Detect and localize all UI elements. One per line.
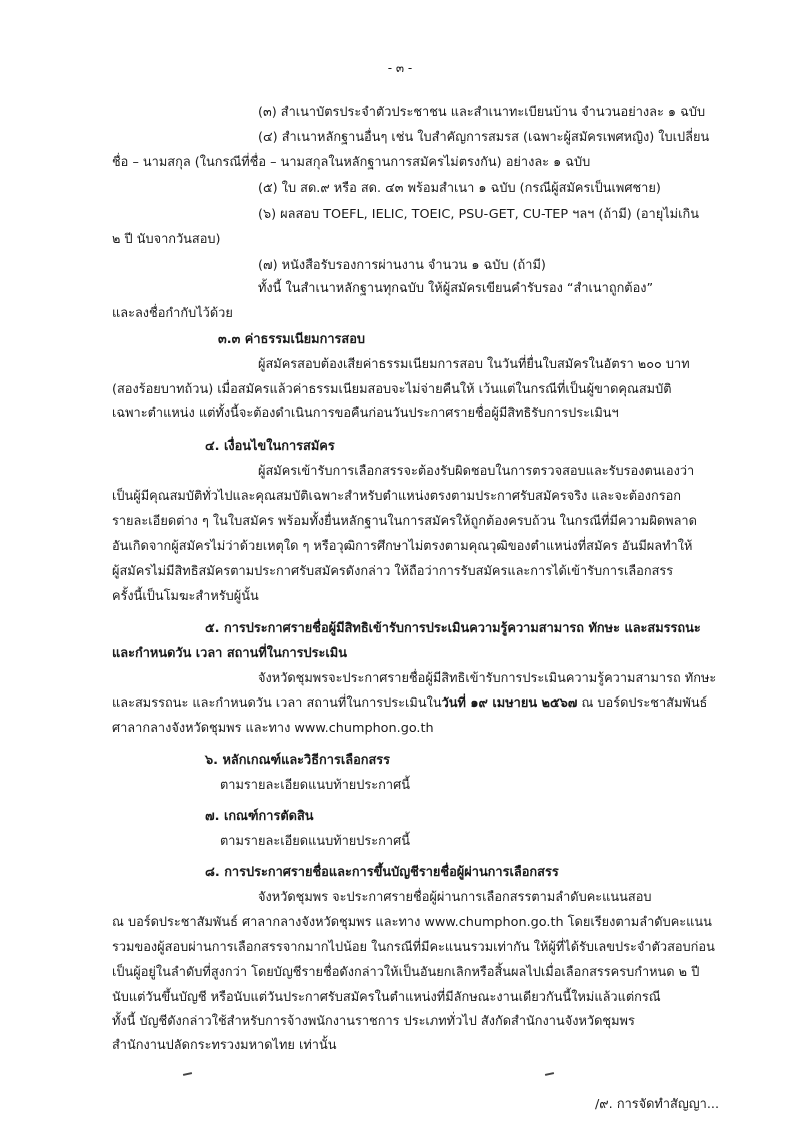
section-8-para-line-5: นับแต่วันขึ้นบัญชี หรือนับแต่วันประกาศรับสมัครในตำแหน่งที่มีลักษณะงานเดียวกันนี้ใหม่แล้วแต่กรณี bbox=[112, 990, 661, 1005]
page-number: - ๓ - bbox=[387, 61, 413, 75]
item-7-work-certificate: (๗) หนังสือรับรองการผ่านงาน จำนวน ๑ ฉบับ (ถ้ามี) bbox=[258, 258, 546, 273]
section-4-para-line-4: อันเกิดจากผู้สมัครไม่ว่าด้วยเหตุใด ๆ หรือวุฒิการศึกษาไม่ตรงตามคุณวุฒิของตำแหน่งที่สมัคร อันมีผลทำให้ bbox=[112, 539, 693, 554]
section-8-para-line-6: ทั้งนี้ บัญชีดังกล่าวใช้สำหรับการจ้างพนักงานราชการ ประเภททั่วไป สังกัดสำนักงานจังหวัดชุมพร bbox=[112, 1014, 635, 1029]
section-8-para-line-2: ณ บอร์ดประชาสัมพันธ์ ศาลากลางจังหวัดชุมพร และทาง www.chumphon.go.th โดยเรียงตามลำดับคะแนน bbox=[112, 915, 712, 930]
section-5-text-after-date: ณ บอร์ดประชาสัมพันธ์ bbox=[577, 696, 708, 711]
announcement-date: วันที่ ๑๙ เมษายน ๒๕๖๗ bbox=[441, 696, 578, 711]
section-5-para-line-3: ศาลากลางจังหวัดชุมพร และทาง www.chumphon.go.th bbox=[112, 721, 434, 736]
item-3-id-copy: (๓) สำเนาบัตรประจำตัวประชาชน และสำเนาทะเบียนบ้าน จำนวนอย่างละ ๑ ฉบับ bbox=[258, 105, 706, 120]
section-5-para-line-1: จังหวัดชุมพรจะประกาศรายชื่อผู้มีสิทธิเข้ารับการประเมินความรู้ความสามารถ ทักษะ bbox=[258, 671, 717, 686]
section-6-body: ตามรายละเอียดแนบท้ายประกาศนี้ bbox=[220, 778, 410, 793]
section-3-3-para-line-2: (สองร้อยบาทถ้วน) เมื่อสมัครแล้วค่าธรรมเนียมสอบจะไม่จ่ายคืนให้ เว้นแต่ในกรณีที่เป็นผู้ขาดคุณสมบัติ bbox=[112, 382, 672, 397]
section-4-para-line-6: ครั้งนี้เป็นโมฆะสำหรับผู้นั้น bbox=[112, 589, 259, 604]
item-4-continued: ชื่อ – นามสกุล (ในกรณีที่ชื่อ – นามสกุลในหลักฐานการสมัครไม่ตรงกัน) อย่างละ ๑ ฉบับ bbox=[112, 155, 591, 170]
section-8-heading: ๘. การประกาศรายชื่อและการขึ้นบัญชีรายชื่อผู้ผ่านการเลือกสรร bbox=[205, 865, 559, 880]
scan-mark bbox=[183, 1072, 192, 1076]
section-5-heading: ๕. การประกาศรายชื่อผู้มีสิทธิเข้ารับการประเมินความรู้ความสามารถ ทักษะ และสมรรถนะ bbox=[205, 621, 701, 636]
section-4-heading: ๔. เงื่อนไขในการสมัคร bbox=[205, 439, 335, 454]
scan-mark bbox=[545, 1072, 554, 1076]
section-8-para-line-3: รวมของผู้สอบผ่านการเลือกสรรจากมากไปน้อย ในกรณีที่มีคะแนนรวมเท่ากัน ให้ผู้ที่ได้รับเลขประจำตัวสอบก่อน bbox=[112, 940, 715, 955]
item-4-other-docs: (๔) สำเนาหลักฐานอื่นๆ เช่น ใบสำคัญการสมรส (เฉพาะผู้สมัครเพศหญิง) ใบเปลี่ยน bbox=[258, 130, 710, 145]
section-4-para-line-2: เป็นผู้มีคุณสมบัติทั่วไปและคุณสมบัติเฉพาะสำหรับตำแหน่งตรงตามประกาศรับสมัครจริง และจะต้องกรอก bbox=[112, 489, 682, 504]
section-3-3-para-line-1: ผู้สมัครสอบต้องเสียค่าธรรมเนียมการสอบ ในวันที่ยื่นใบสมัครในอัตรา ๒๐๐ บาท bbox=[258, 357, 690, 372]
section-3-3-heading: ๓.๓ ค่าธรรมเนียมการสอบ bbox=[218, 332, 366, 347]
section-6-heading: ๖. หลักเกณฑ์และวิธีการเลือกสรร bbox=[205, 753, 391, 768]
item-5-military-docs: (๕) ใบ สด.๙ หรือ สด. ๔๓ พร้อมสำเนา ๑ ฉบับ (กรณีผู้สมัครเป็นเพศชาย) bbox=[258, 181, 661, 196]
section-5-text-before-date: และสมรรถนะ และกำหนดวัน เวลา สถานที่ในการประเมินใน bbox=[112, 696, 442, 711]
section-5-heading-continued: และกำหนดวัน เวลา สถานที่ในการประเมิน bbox=[112, 646, 347, 661]
continued-next-page: /๙. การจัดทำสัญญา... bbox=[595, 1097, 720, 1112]
section-4-para-line-5: ผู้สมัครไม่มีสิทธิสมัครตามประกาศรับสมัครดังกล่าว ให้ถือว่าการรับสมัครและการได้เข้ารับการเลือกสรร bbox=[112, 564, 674, 579]
section-3-3-para-line-3: เฉพาะตำแหน่ง แต่ทั้งนี้จะต้องดำเนินการขอคืนก่อนวันประกาศรายชื่อผู้มีสิทธิรับการประเมินฯ bbox=[112, 406, 619, 421]
section-5-para-line-2 bbox=[112, 695, 707, 712]
section-7-heading: ๗. เกณฑ์การตัดสิน bbox=[205, 809, 314, 824]
section-4-para-line-1: ผู้สมัครเข้ารับการเลือกสรรจะต้องรับผิดชอบในการตรวจสอบและรับรองตนเองว่า bbox=[258, 464, 695, 479]
certification-note: ทั้งนี้ ในสำเนาหลักฐานทุกฉบับ ให้ผู้สมัครเขียนคำรับรอง “สำเนาถูกต้อง” bbox=[258, 281, 654, 296]
section-8-para-line-7: สำนักงานปลัดกระทรวงมหาดไทย เท่านั้น bbox=[112, 1038, 337, 1053]
section-4-para-line-3: รายละเอียดต่าง ๆ ในใบสมัคร พร้อมทั้งยื่นหลักฐานในการสมัครให้ถูกต้องครบถ้วน ในกรณีที่มีความผิดพลาด bbox=[112, 514, 697, 529]
item-6-test-scores: (๖) ผลสอบ TOEFL, IELIC, TOEIC, PSU-GET, CU-TEP ฯลฯ (ถ้ามี) (อายุไม่เกิน bbox=[258, 207, 699, 222]
item-6-continued: ๒ ปี นับจากวันสอบ) bbox=[112, 232, 221, 247]
section-8-para-line-4: เป็นผู้อยู่ในลำดับที่สูงกว่า โดยบัญชีรายชื่อดังกล่าวให้เป็นอันยกเลิกหรือสิ้นผลไปเมื่อเลือกสรรครบกำหนด ๒ ปี bbox=[112, 965, 700, 980]
section-8-para-line-1: จังหวัดชุมพร จะประกาศรายชื่อผู้ผ่านการเลือกสรรตามลำดับคะแนนสอบ bbox=[258, 890, 652, 905]
section-7-body: ตามรายละเอียดแนบท้ายประกาศนี้ bbox=[220, 834, 410, 849]
certification-note-continued: และลงชื่อกำกับไว้ด้วย bbox=[112, 306, 233, 321]
